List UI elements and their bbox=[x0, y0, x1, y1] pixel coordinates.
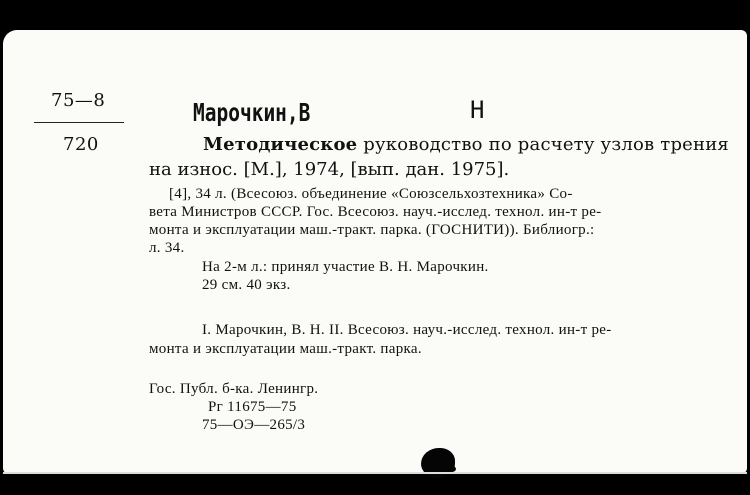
title-line-2: на износ. [М.], 1974, [вып. дан. 1975]. bbox=[149, 159, 510, 180]
registration-number: Рг 11675—75 bbox=[208, 399, 297, 415]
ink-stain bbox=[421, 448, 455, 478]
author-mark: Н bbox=[470, 96, 485, 124]
tracings-line: I. Марочкин, В. Н. II. Всесоюз. науч.-исслед. технол. ин-т ре- bbox=[202, 322, 612, 338]
ink-stain bbox=[448, 466, 456, 472]
call-number-bottom: 720 bbox=[63, 134, 99, 155]
description-line: л. 34. bbox=[149, 240, 185, 256]
note-line: На 2-м л.: принял участие В. Н. Марочкин. bbox=[202, 259, 489, 275]
card-number: 75—ОЭ—265/3 bbox=[202, 417, 306, 433]
description-line: [4], 34 л. (Всесоюз. объединение «Союзсельхозтехника» Со- bbox=[169, 186, 573, 202]
title-bold-word: Методическое bbox=[203, 134, 358, 155]
catalog-card bbox=[3, 30, 747, 474]
call-number-top: 75—8 bbox=[51, 90, 106, 111]
description-line: вета Министров СССР. Гос. Всесоюз. науч.-исслед. технол. ин-т ре- bbox=[149, 204, 602, 220]
title-line-1 bbox=[203, 134, 729, 155]
title-rest: руководство по расчету узлов трения bbox=[357, 134, 729, 155]
author-heading: Марочкин,В bbox=[193, 98, 311, 127]
library-name: Гос. Публ. б-ка. Ленингр. bbox=[149, 381, 319, 397]
description-line: монта и эксплуатации маш.-тракт. парка. (ГОСНИТИ)). Библиогр.: bbox=[149, 222, 595, 238]
call-number-divider bbox=[34, 122, 124, 123]
size-line: 29 см. 40 экз. bbox=[202, 277, 291, 293]
tracings-line: монта и эксплуатации маш.-тракт. парка. bbox=[149, 341, 422, 357]
